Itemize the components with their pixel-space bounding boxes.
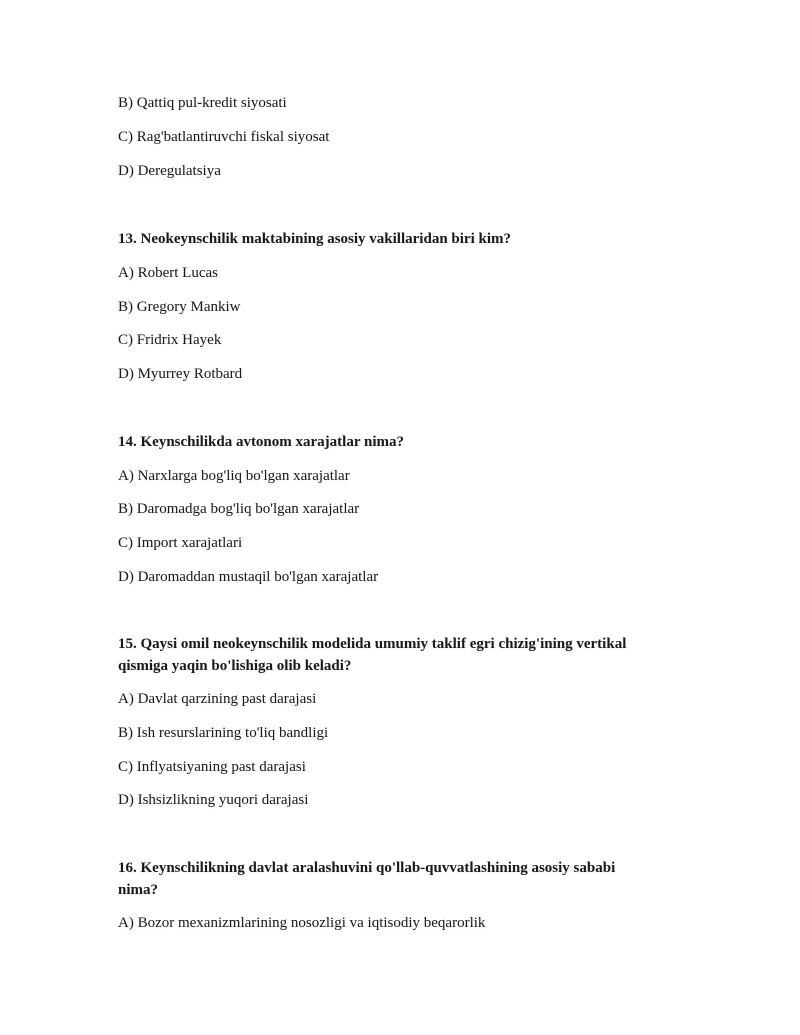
question-14-option-b: B) Daromadga bog'liq bo'lgan xarajatlar xyxy=(118,501,360,517)
question-15-option-b: B) Ish resurslarining to'liq bandligi xyxy=(118,725,329,741)
question-16-option-a: A) Bozor mexanizmlarining nosozligi va iqtisodiy beqarorlik xyxy=(118,915,486,931)
question-14-title: 14. Keynschilikda avtonom xarajatlar nima? xyxy=(118,434,404,450)
question-16-title-line-2: nima? xyxy=(118,882,159,898)
question-14-option-d: D) Daromaddan mustaqil bo'lgan xarajatlar xyxy=(118,569,379,585)
question-16-title-line-1: 16. Keynschilikning davlat aralashuvini qo'llab-quvvatlashining asosiy sababi xyxy=(118,860,616,876)
question-13-option-b: B) Gregory Mankiw xyxy=(118,299,241,315)
question-15-option-d: D) Ishsizlikning yuqori darajasi xyxy=(118,792,309,808)
question-15-title-line-1: 15. Qaysi omil neokeynschilik modelida umumiy taklif egri chizig'ining vertikal xyxy=(118,636,627,652)
question-14-option-a: A) Narxlarga bog'liq bo'lgan xarajatlar xyxy=(118,468,350,484)
question-14-option-c: C) Import xarajatlari xyxy=(118,535,243,551)
question-15-option-c: C) Inflyatsiyaning past darajasi xyxy=(118,759,306,775)
question-13-title: 13. Neokeynschilik maktabining asosiy vakillaridan biri kim? xyxy=(118,231,511,247)
option-d: D) Deregulatsiya xyxy=(118,163,221,179)
option-b: B) Qattiq pul-kredit siyosati xyxy=(118,95,287,111)
question-13-option-c: C) Fridrix Hayek xyxy=(118,332,222,348)
question-15-title-line-2: qismiga yaqin bo'lishiga olib keladi? xyxy=(118,658,352,674)
question-15-option-a: A) Davlat qarzining past darajasi xyxy=(118,691,317,707)
question-13-option-d: D) Myurrey Rotbard xyxy=(118,366,243,382)
question-13-option-a: A) Robert Lucas xyxy=(118,265,218,281)
option-c: C) Rag'batlantiruvchi fiskal siyosat xyxy=(118,129,330,145)
